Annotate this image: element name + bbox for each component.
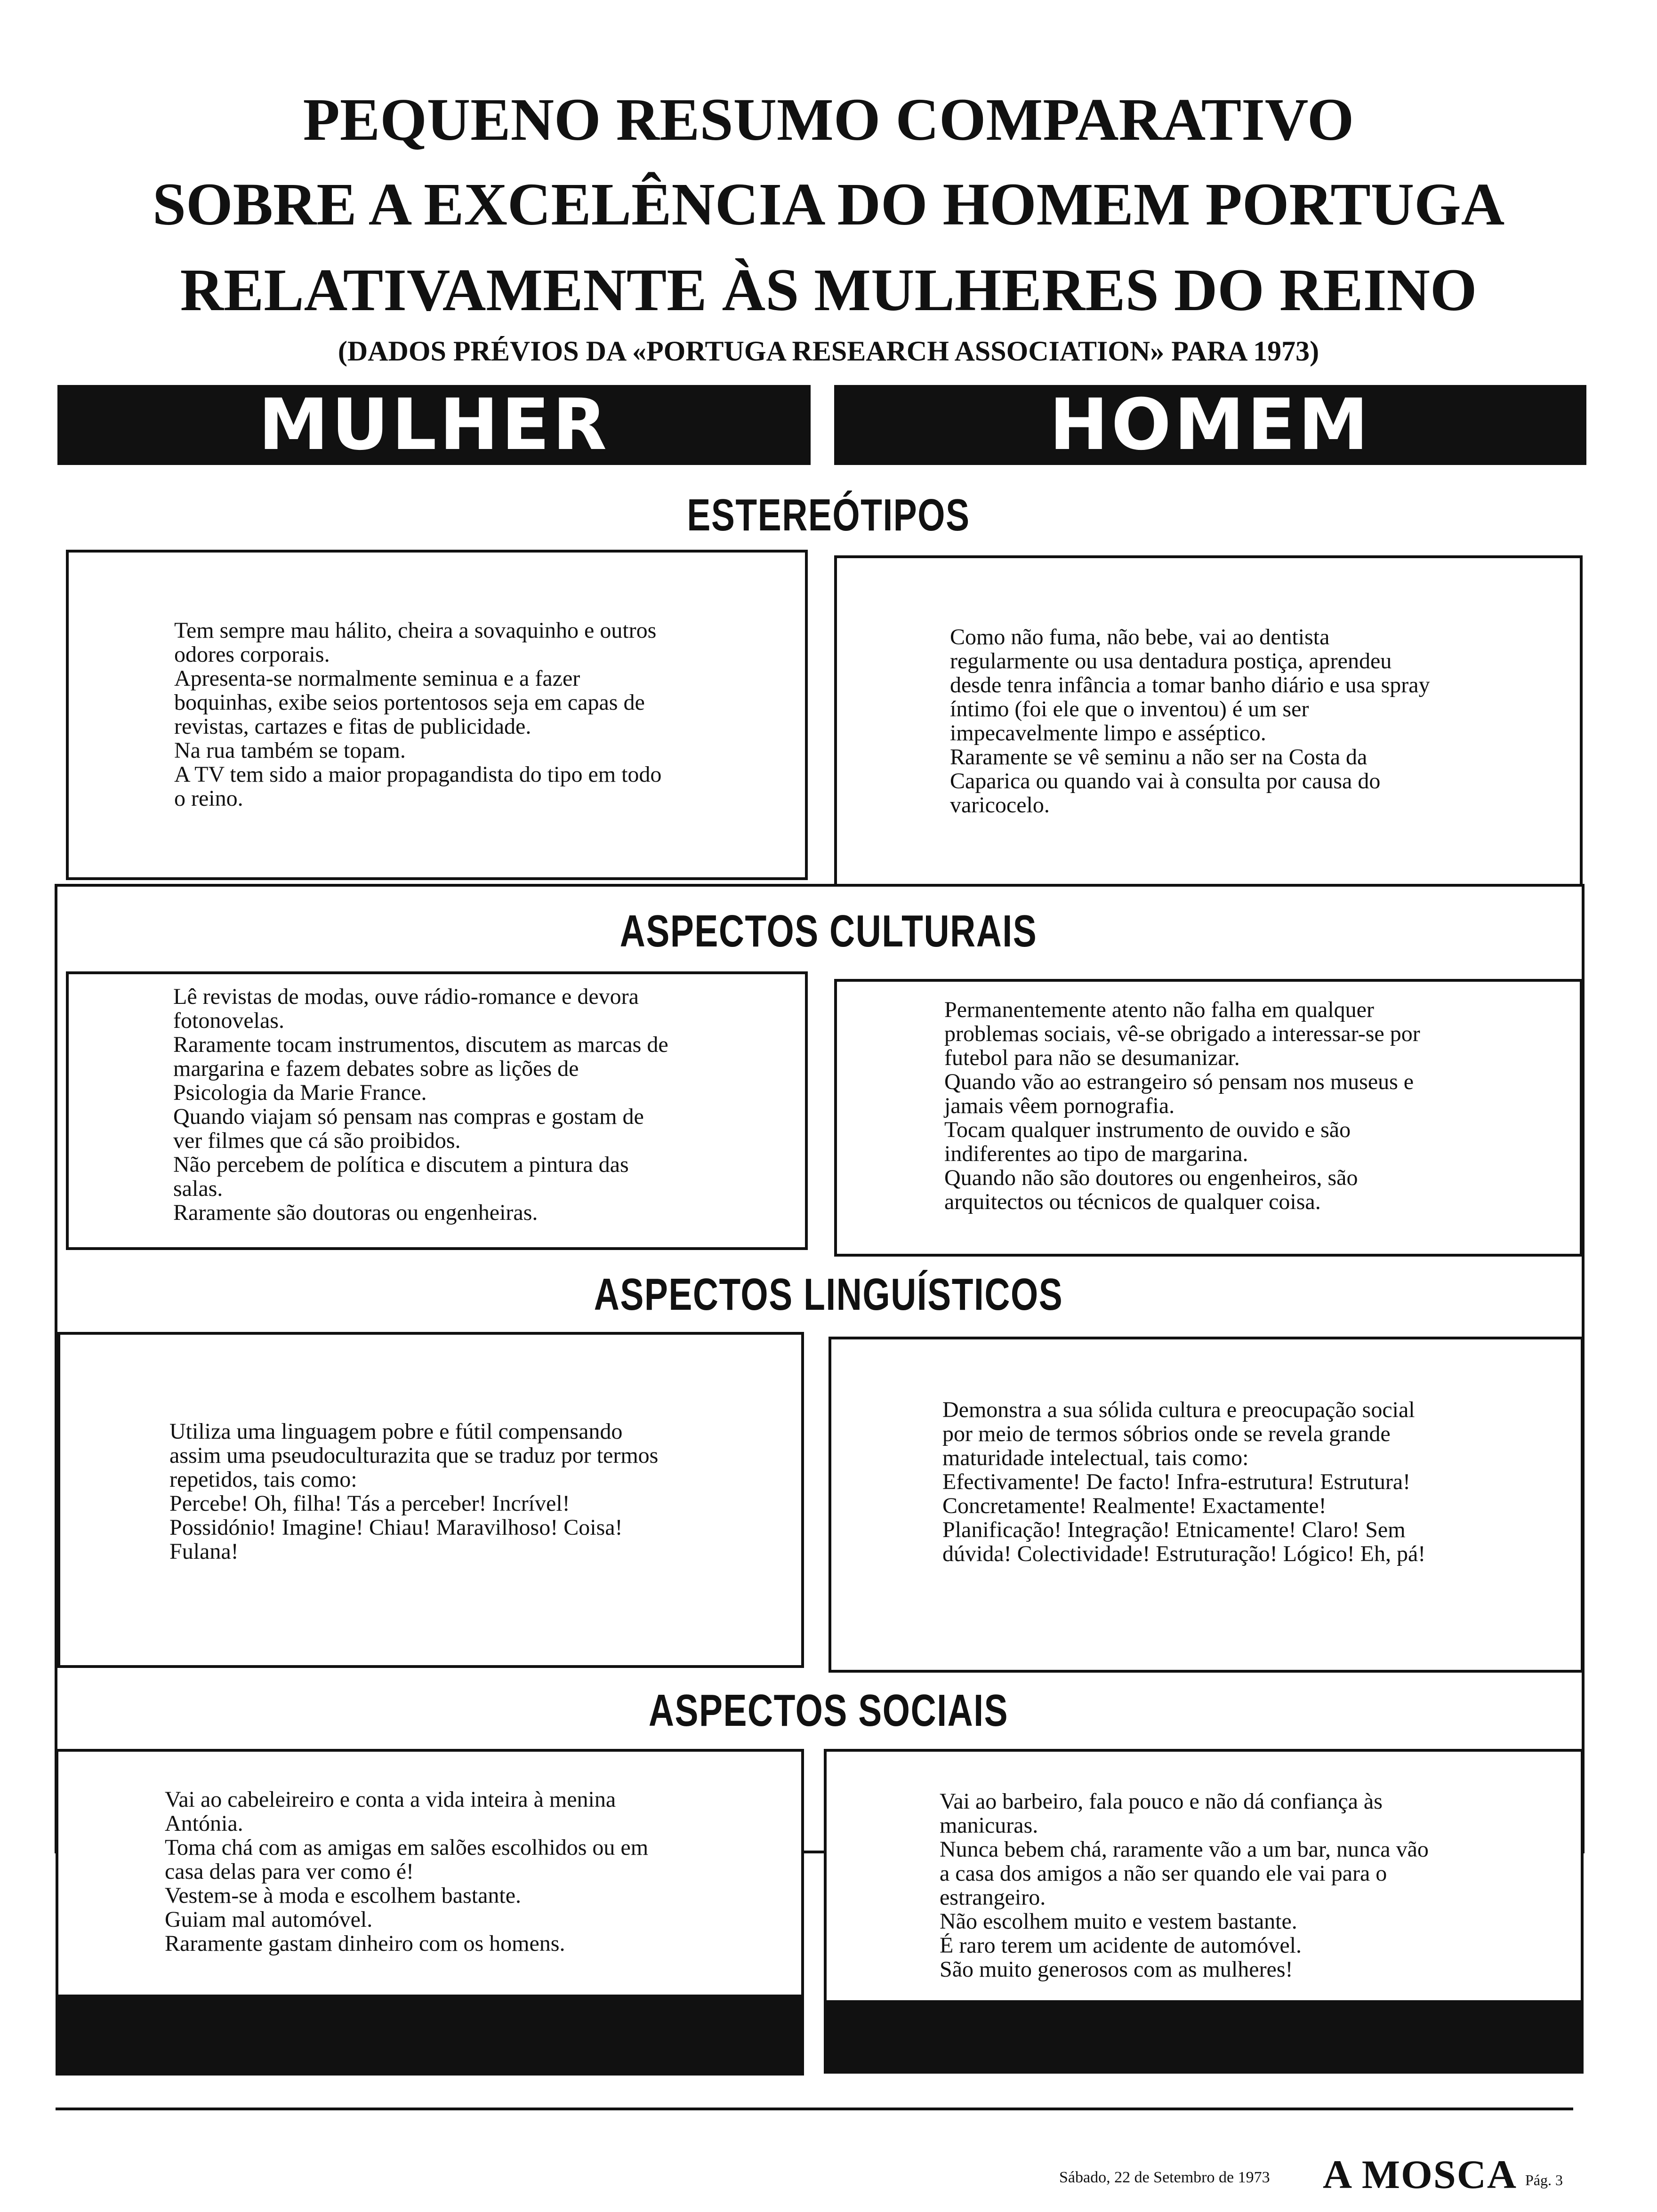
paragraph: Quando viajam só pensam nas compras e gostam de ver filmes que cá são proibidos.: [173, 1104, 644, 1153]
paragraph: Não escolhem muito e vestem bastante.: [940, 1909, 1297, 1934]
paragraph: Vai ao barbeiro, fala pouco e não dá confiança às manicuras.: [940, 1789, 1383, 1838]
paragraph: Raramente gastam dinheiro com os homens.: [165, 1931, 565, 1956]
title-line-3: RELATIVAMENTE ÀS MULHERES DO REINO: [180, 256, 1477, 323]
mulher-footer-bar: [56, 1997, 804, 2076]
banner-mulher: MULHER: [57, 385, 811, 465]
paragraph: Efectivamente! De facto! Infra-estrutura! Estrutura! Concretamente! Realmente! Exactamente! Planificação! Integração! Etnicamente! Claro! Sem dúvida! Colectividade! Estruturação! Lógico! Eh, pá!: [942, 1469, 1426, 1566]
paragraph: A TV tem sido a maior propagandista do tipo em todo o reino.: [174, 762, 662, 811]
homem-text-culturais: [944, 998, 1443, 1214]
title-line-2: SOBRE A EXCELÊNCIA DO HOMEM PORTUGA: [152, 171, 1505, 238]
footer-rule: [56, 2108, 1573, 2110]
paragraph: Vestem-se à moda e escolhem bastante.: [165, 1883, 522, 1908]
paragraph: São muito generosos com as mulheres!: [940, 1957, 1293, 1982]
banner-homem: HOMEM: [834, 385, 1586, 465]
footer-date: Sábado, 22 de Setembro de 1973: [1059, 2169, 1270, 2186]
paragraph: Percebe! Oh, filha! Tás a perceber! Incrível! Possidónio! Imagine! Chiau! Maravilhoso! Coisa! Fulana!: [169, 1491, 623, 1564]
masthead: A MOSCA: [1323, 2152, 1517, 2197]
homem-text-estereotipos: [950, 625, 1444, 817]
homem-box-sociais: [824, 1749, 1584, 2003]
section-heading-linguisticos: ASPECTOS LINGUÍSTICOS: [594, 1269, 1063, 1320]
mulher-text-linguisticos: [169, 1419, 668, 1563]
mulher-box-linguisticos: [57, 1332, 804, 1668]
paragraph: Raramente são doutoras ou engenheiras.: [173, 1200, 538, 1225]
paragraph: Raramente tocam instrumentos, discutem as marcas de margarina e fazem debates sobre as lições de Psicologia da Marie France.: [173, 1032, 668, 1105]
paragraph: Utiliza uma linguagem pobre e fútil compensando assim uma pseudoculturazita que se traduz por termos repetidos, tais como:: [169, 1419, 659, 1492]
homem-box-culturais: [834, 979, 1583, 1257]
section-heading-sociais: ASPECTOS SOCIAIS: [648, 1685, 1009, 1736]
paragraph: Não percebem de política e discutem a pintura das salas.: [173, 1152, 629, 1201]
paragraph: Quando não são doutores ou engenheiros, são arquitectos ou técnicos de qualquer coisa.: [944, 1165, 1358, 1214]
paragraph: Como não fuma, não bebe, vai ao dentista regularmente ou usa dentadura postiça, aprendeu desde tenra infância a tomar banho diário e usa spray íntimo (foi ele que o inventou) é um ser impecavelmente limpo e asséptico.: [950, 625, 1430, 745]
paragraph: Permanentemente atento não falha em qualquer problemas sociais, vê-se obrigado a interessar-se por futebol para não se desumanizar.: [944, 997, 1420, 1070]
paragraph: Tocam qualquer instrumento de ouvido e são indiferentes ao tipo de margarina.: [944, 1117, 1351, 1166]
page-number: Pág. 3: [1525, 2172, 1563, 2188]
homem-text-linguisticos: [942, 1398, 1441, 1566]
paragraph: Guiam mal automóvel.: [165, 1907, 373, 1932]
section-heading-estereotipos: ESTEREÓTIPOS: [687, 490, 970, 540]
paragraph: Toma chá com as amigas em salões escolhidos ou em casa delas para ver como é!: [165, 1835, 649, 1884]
paragraph: Lê revistas de modas, ouve rádio-romance e devora fotonovelas.: [173, 984, 639, 1033]
paragraph: Quando vão ao estrangeiro só pensam nos museus e jamais vêem pornografia.: [944, 1069, 1414, 1118]
paragraph: Apresenta-se normalmente seminua e a fazer boquinhas, exibe seios portentosos seja em capas de revistas, cartazes e fitas de publicidade.: [174, 666, 645, 739]
paragraph: Tem sempre mau hálito, cheira a sovaquinho e outros odores corporais.: [174, 618, 657, 667]
mulher-text-sociais: [165, 1787, 664, 1956]
paragraph: Nunca bebem chá, raramente vão a um bar, nunca vão a casa dos amigos a não ser quando ele vai para o estrangeiro.: [940, 1837, 1429, 1910]
title-line-1: PEQUENO RESUMO COMPARATIVO: [303, 86, 1354, 153]
mulher-text-estereotipos: [174, 618, 673, 810]
paragraph: Raramente se vê seminu a não ser na Costa da Caparica ou quando vai à consulta por causa do varicocelo.: [950, 745, 1381, 817]
mulher-text-culturais: [173, 985, 672, 1225]
paragraph: Vai ao cabeleireiro e conta a vida inteira à menina Antónia.: [165, 1787, 616, 1836]
paragraph: Demonstra a sua sólida cultura e preocupação social por meio de termos sóbrios onde se revela grande maturidade intelectual, tais como:: [942, 1397, 1415, 1470]
mulher-box-culturais: [66, 971, 808, 1250]
mulher-box-sociais: [56, 1749, 804, 1997]
homem-box-linguisticos: [828, 1337, 1584, 1673]
mulher-box-estereotipos: [66, 550, 808, 880]
subtitle: (DADOS PRÉVIOS DA «PORTUGA RESEARCH ASSOCIATION» PARA 1973): [338, 336, 1319, 367]
section-heading-culturais: ASPECTOS CULTURAIS: [619, 906, 1038, 956]
homem-box-estereotipos: [834, 555, 1583, 893]
paragraph: É raro terem um acidente de automóvel.: [940, 1933, 1302, 1958]
paragraph: Na rua também se topam.: [174, 738, 406, 763]
homem-text-sociais: [940, 1789, 1439, 1981]
homem-footer-bar: [824, 2003, 1584, 2074]
